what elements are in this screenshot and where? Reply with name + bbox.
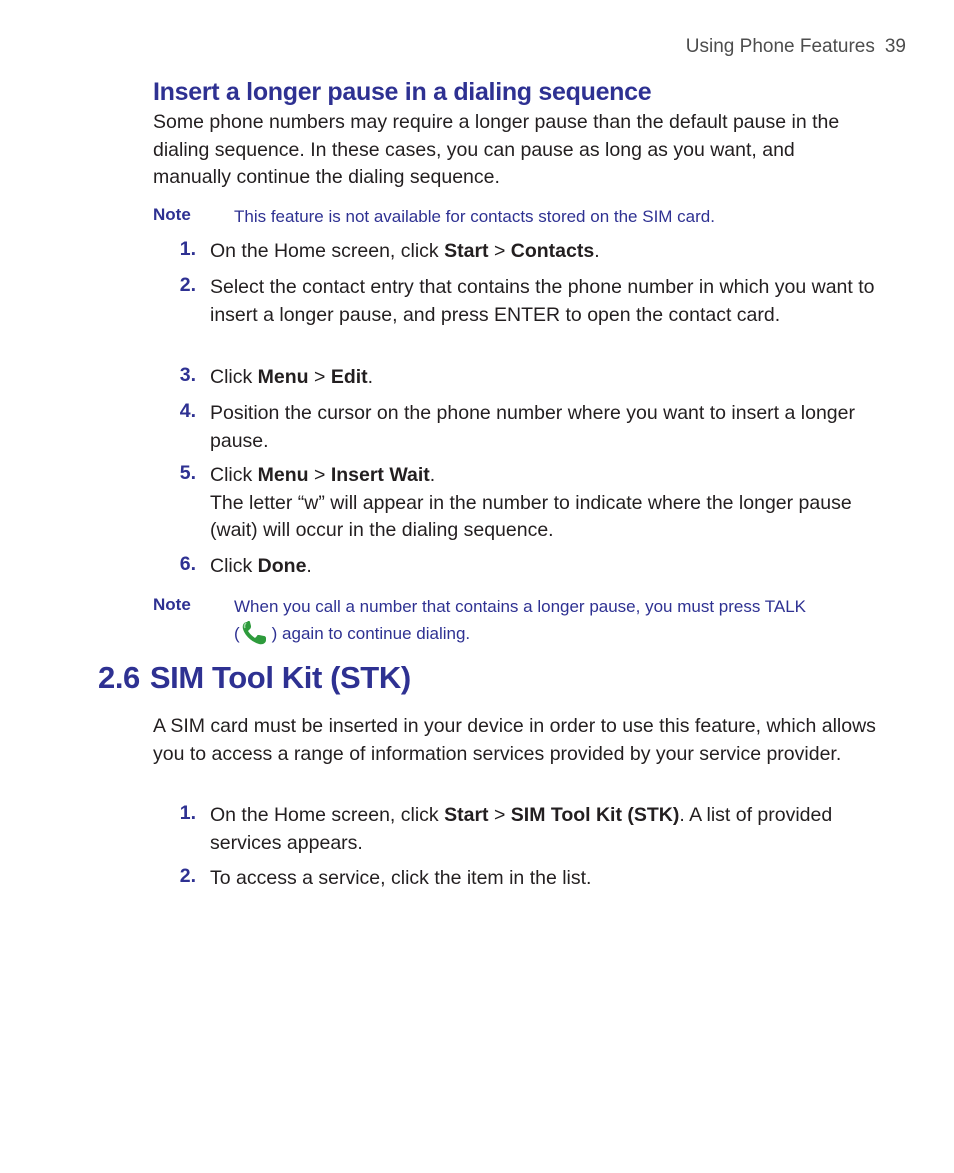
step-number: 5.	[179, 462, 196, 484]
step-number: 2.	[179, 865, 196, 887]
section-heading	[98, 660, 411, 696]
step-number: 1.	[179, 238, 196, 260]
running-header	[686, 36, 906, 58]
step-text: To access a service, click the item in the list.	[210, 867, 592, 889]
step-text: Click Menu > Edit.	[210, 366, 374, 388]
step-text: On the Home screen, click Start > SIM Tool Kit (STK). A list of provided services appears.	[210, 804, 833, 854]
note-text: This feature is not available for contacts stored on the SIM card.	[234, 207, 715, 226]
step-text: Select the contact entry that contains the phone number in which you want to insert a longer pause, and press ENTER to open the contact card.	[210, 276, 875, 326]
step-number: 3.	[179, 364, 196, 386]
step-number: 2.	[179, 274, 196, 296]
step-text: On the Home screen, click Start > Contacts.	[210, 240, 600, 262]
section-number: 2.6	[98, 660, 140, 695]
subsection-heading: Insert a longer pause in a dialing sequence	[153, 78, 652, 106]
subsection-paragraph: Some phone numbers may require a longer pause than the default pause in the dialing sequence. In these cases, you can pause as long as you want, and manually continue the dialing sequence.	[153, 111, 840, 188]
step-text: Click Menu > Insert Wait. The letter “w” will appear in the number to indicate where the longer pause (wait) will occur in the dialing sequence.	[210, 464, 852, 541]
step-number: 1.	[179, 802, 196, 824]
note-label: Note	[153, 595, 191, 614]
running-header-title: Using Phone Features	[685, 36, 875, 57]
section-paragraph: A SIM card must be inserted in your device in order to use this feature, which allows you to access a range of information services provided by your service provider.	[153, 715, 876, 765]
note-label: Note	[153, 205, 191, 224]
step-number: 4.	[179, 400, 196, 422]
section-title: SIM Tool Kit (STK)	[149, 660, 411, 695]
page-number: 39	[884, 36, 906, 57]
step-extra-text: The letter “w” will appear in the number to indicate where the longer pause (wait) will occur in the dialing sequence.	[210, 491, 852, 541]
phone-talk-icon	[240, 620, 272, 646]
step-number: 6.	[179, 553, 196, 575]
note-text: When you call a number that contains a longer pause, you must press TALK ( ) again to continue dialing.	[234, 594, 884, 647]
step-text: Click Done.	[210, 555, 312, 577]
step-text: Position the cursor on the phone number where you want to insert a longer pause.	[210, 402, 855, 452]
